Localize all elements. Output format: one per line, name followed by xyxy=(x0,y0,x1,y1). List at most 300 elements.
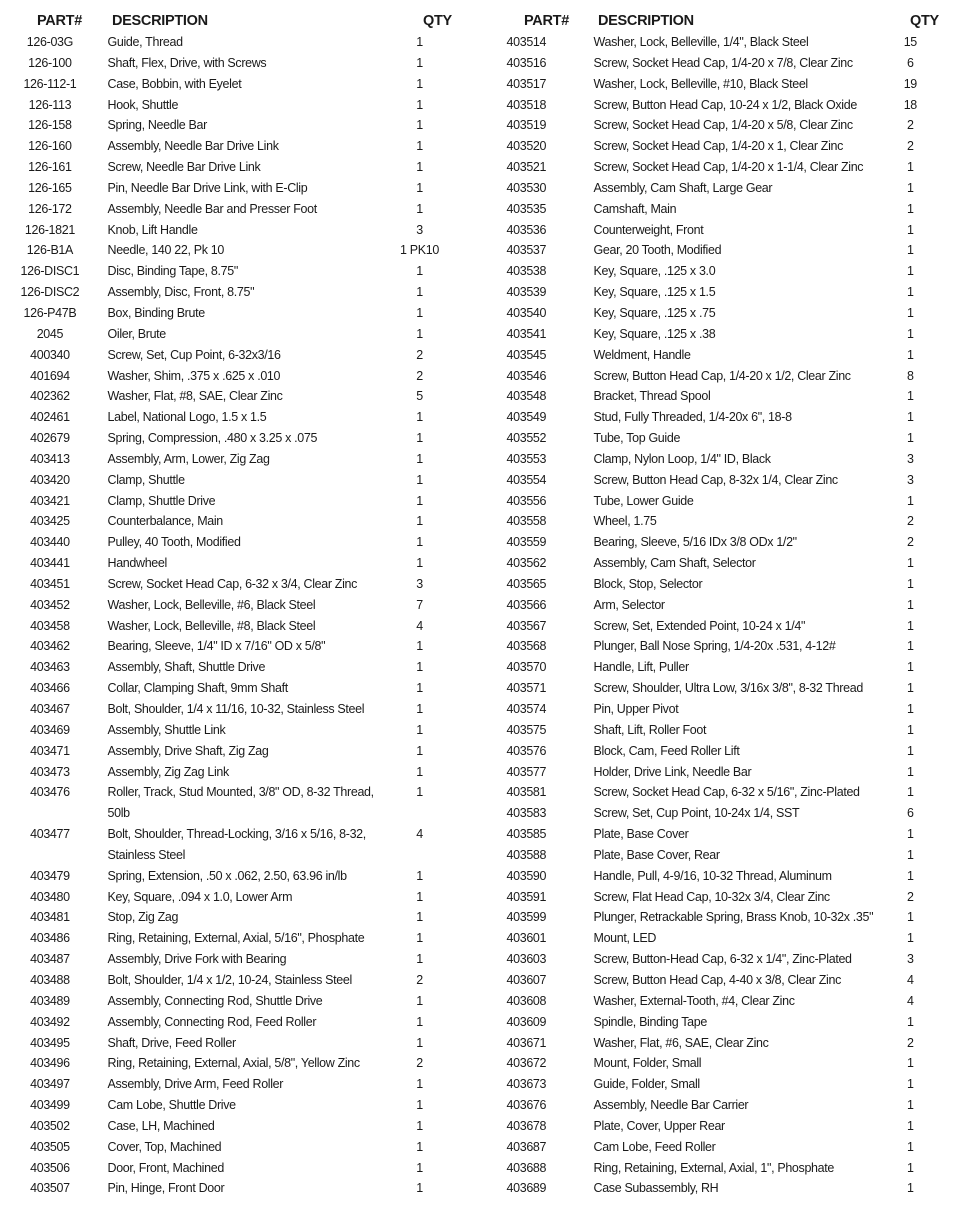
quantity: 1 xyxy=(416,138,423,154)
description-line: Bearing, Sleeve, 1/4" ID x 7/16" OD x 5/8" xyxy=(107,638,326,654)
part-description xyxy=(108,657,386,678)
quantity: 1 xyxy=(907,430,914,446)
table-row xyxy=(0,324,451,345)
description-line: Counterbalance, Main xyxy=(107,513,223,529)
part-description xyxy=(594,428,892,449)
part-description xyxy=(594,199,892,220)
part-description xyxy=(108,1095,386,1116)
parts-table-right xyxy=(486,13,956,1199)
part-description xyxy=(108,824,386,866)
part-description xyxy=(594,386,892,407)
table-row xyxy=(0,428,451,449)
part-number: 403440 xyxy=(30,534,70,550)
description-line: Plate, Base Cover, Rear xyxy=(593,846,720,862)
part-number: 403536 xyxy=(506,221,547,237)
part-number: 126-158 xyxy=(28,117,72,133)
table-row xyxy=(0,532,451,553)
quantity: 1 xyxy=(907,409,914,425)
table-row xyxy=(486,53,937,74)
quantity-header: QTY xyxy=(910,13,939,29)
table-row xyxy=(0,240,451,261)
table-row xyxy=(486,1178,937,1199)
table-row xyxy=(486,616,937,637)
part-description xyxy=(108,511,386,532)
parts-table-left xyxy=(0,13,470,1199)
part-number: 403590 xyxy=(506,867,547,883)
table-row xyxy=(486,824,937,845)
part-number: 403688 xyxy=(506,1159,547,1175)
part-number: 403601 xyxy=(506,930,547,946)
quantity: 1 xyxy=(416,471,423,487)
part-number: 403476 xyxy=(30,784,70,800)
quantity: 1 xyxy=(416,1117,423,1133)
quantity: 1 xyxy=(907,1055,914,1071)
quantity: 1 xyxy=(416,1138,423,1154)
table-row xyxy=(486,282,937,303)
quantity: 1 xyxy=(416,159,423,175)
table-row xyxy=(0,1053,451,1074)
quantity: 1 xyxy=(907,1159,914,1175)
part-description xyxy=(594,470,892,491)
part-number: 403477 xyxy=(30,826,70,842)
table-row xyxy=(486,845,937,866)
table-row xyxy=(486,574,937,595)
quantity: 1 xyxy=(907,721,914,737)
part-number: 403467 xyxy=(30,701,70,716)
part-description xyxy=(108,303,386,324)
table-body xyxy=(0,32,470,1199)
part-number: 403687 xyxy=(506,1138,547,1154)
table-row xyxy=(0,1137,451,1158)
part-description xyxy=(108,157,386,178)
quantity: 1 xyxy=(907,492,914,508)
table-row xyxy=(486,907,937,928)
part-description xyxy=(108,991,386,1012)
description-line: Screw, Button Head Cap, 4-40 x 3/8, Clear Zinc xyxy=(593,971,841,987)
quantity: 1 xyxy=(907,1097,914,1113)
part-number: 400340 xyxy=(30,346,70,362)
quantity: 1 xyxy=(907,867,914,883)
part-description xyxy=(108,949,386,970)
part-number: 403517 xyxy=(506,75,547,91)
quantity: 1 xyxy=(907,555,914,571)
description-line: Mount, Folder, Small xyxy=(593,1055,702,1071)
table-row xyxy=(0,1012,451,1033)
quantity: 4 xyxy=(907,971,914,987)
part-description xyxy=(594,115,892,136)
description-line: Hook, Shuttle xyxy=(107,96,179,112)
part-description xyxy=(594,95,892,116)
quantity: 3 xyxy=(907,471,914,487)
quantity: 4 xyxy=(907,992,914,1008)
part-number-header: PART# xyxy=(524,13,569,29)
table-row xyxy=(486,324,937,345)
description-line: Assembly, Shaft, Shuttle Drive xyxy=(107,659,266,675)
part-description xyxy=(108,720,386,741)
description-line: Stop, Zig Zag xyxy=(107,909,179,925)
part-description xyxy=(594,741,892,762)
table-row xyxy=(486,32,937,53)
table-row xyxy=(0,407,451,428)
description-line: Pulley, 40 Tooth, Modified xyxy=(107,534,241,550)
part-description xyxy=(594,1178,892,1199)
quantity: 1 xyxy=(416,179,423,195)
table-row xyxy=(0,511,451,532)
part-number: 403514 xyxy=(506,34,547,49)
description-line: Bolt, Shoulder, 1/4 x 1/2, 10-24, Stainless Steel xyxy=(107,971,352,987)
part-number: 2045 xyxy=(36,325,64,341)
quantity: 1 xyxy=(416,1013,423,1029)
table-row xyxy=(0,553,451,574)
table-row xyxy=(486,636,937,657)
part-number: 403496 xyxy=(30,1055,70,1071)
description-line: Handle, Lift, Puller xyxy=(593,659,689,675)
table-row xyxy=(486,762,937,783)
description-line: Washer, External-Tooth, #4, Clear Zinc xyxy=(593,992,795,1008)
part-description xyxy=(108,220,386,241)
quantity: 1 xyxy=(907,909,914,925)
description-line: Assembly, Zig Zag Link xyxy=(107,763,229,779)
description-line: Assembly, Connecting Rod, Feed Roller xyxy=(107,1013,317,1029)
table-row xyxy=(486,1116,937,1137)
quantity: 1 xyxy=(416,721,423,737)
part-description xyxy=(108,1074,386,1095)
part-number: 403506 xyxy=(30,1159,70,1175)
part-description xyxy=(108,616,386,637)
part-number: 403520 xyxy=(506,138,547,154)
table-row xyxy=(486,407,937,428)
part-description xyxy=(594,220,892,241)
table-row xyxy=(486,178,937,199)
part-number: 403548 xyxy=(506,388,547,404)
description-line: Screw, Button Head Cap, 8-32x 1/4, Clear Zinc xyxy=(593,471,838,487)
table-row xyxy=(0,887,451,908)
table-row xyxy=(486,1012,937,1033)
quantity: 1 xyxy=(416,680,423,696)
table-row xyxy=(486,657,937,678)
quantity: 1 xyxy=(907,1138,914,1154)
part-description xyxy=(594,32,892,53)
description-line: Mount, LED xyxy=(593,930,657,946)
part-number: 403495 xyxy=(30,1034,70,1050)
table-row xyxy=(0,178,451,199)
description-line: Assembly, Shuttle Link xyxy=(107,721,226,737)
part-number: 403451 xyxy=(30,575,70,591)
part-number: 403541 xyxy=(506,325,547,341)
table-row xyxy=(0,991,451,1012)
part-description xyxy=(594,1012,892,1033)
quantity: 1 xyxy=(416,951,423,967)
part-number: 403507 xyxy=(30,1180,70,1196)
quantity: 1 xyxy=(907,1180,914,1196)
part-description xyxy=(594,699,892,720)
description-line: Shaft, Drive, Feed Roller xyxy=(107,1034,236,1050)
description-line: Assembly, Drive Fork with Bearing xyxy=(107,951,287,967)
part-number: 403463 xyxy=(30,659,70,675)
part-description xyxy=(594,366,892,387)
quantity: 1 xyxy=(416,555,423,571)
quantity: 1 xyxy=(907,1076,914,1092)
description-line: Screw, Socket Head Cap, 1/4-20 x 1, Clear Zinc xyxy=(593,138,844,154)
description-line: Shaft, Lift, Roller Foot xyxy=(593,721,707,737)
description-line: Needle, 140 22, Pk 10 xyxy=(107,242,224,258)
part-description xyxy=(594,74,892,95)
quantity: 1 xyxy=(416,409,423,425)
quantity: 2 xyxy=(416,971,423,987)
quantity: 2 xyxy=(416,346,423,362)
part-description xyxy=(594,511,892,532)
part-number: 403689 xyxy=(506,1180,547,1196)
table-row xyxy=(486,1137,937,1158)
table-row xyxy=(0,782,451,824)
part-description xyxy=(108,928,386,949)
part-description xyxy=(108,32,386,53)
quantity: 1 xyxy=(416,784,423,800)
quantity: 1 xyxy=(907,596,914,612)
part-number: 403420 xyxy=(30,471,70,487)
description-line: Spring, Needle Bar xyxy=(107,117,207,133)
part-number: 403562 xyxy=(506,555,547,571)
part-number: 403588 xyxy=(506,846,547,862)
description-line: Block, Stop, Selector xyxy=(593,575,703,591)
part-number: 403553 xyxy=(506,450,547,466)
description-line: Block, Cam, Feed Roller Lift xyxy=(593,742,740,758)
table-row xyxy=(486,1074,937,1095)
part-number: 403473 xyxy=(30,763,70,779)
quantity: 2 xyxy=(416,1055,423,1071)
quantity: 3 xyxy=(416,221,423,237)
table-row xyxy=(0,1116,451,1137)
part-description xyxy=(594,574,892,595)
part-number: 403576 xyxy=(506,742,547,758)
table-row xyxy=(486,366,937,387)
description-line: Roller, Track, Stud Mounted, 3/8" OD, 8-32 Thread, xyxy=(107,784,374,800)
description-line: Box, Binding Brute xyxy=(107,304,205,320)
description-line: Assembly, Drive Shaft, Zig Zag xyxy=(107,742,269,758)
part-description xyxy=(594,553,892,574)
part-description xyxy=(108,532,386,553)
quantity: 1 xyxy=(907,701,914,716)
quantity: 2 xyxy=(907,138,914,154)
description-line: Washer, Lock, Belleville, #10, Black Steel xyxy=(593,75,808,91)
part-description xyxy=(594,1053,892,1074)
description-line: Screw, Socket Head Cap, 1/4-20 x 5/8, Clear Zinc xyxy=(593,117,853,133)
description-line: Assembly, Needle Bar and Presser Foot xyxy=(107,200,317,216)
quantity: 1 xyxy=(416,742,423,758)
description-line: Label, National Logo, 1.5 x 1.5 xyxy=(107,409,267,425)
description-line: Counterweight, Front xyxy=(593,221,704,237)
part-number: 403441 xyxy=(30,555,70,571)
table-row xyxy=(0,261,451,282)
table-row xyxy=(0,303,451,324)
quantity: 1 xyxy=(416,513,423,529)
table-row xyxy=(0,366,451,387)
part-description xyxy=(108,1012,386,1033)
quantity: 1 xyxy=(416,930,423,946)
quantity: 4 xyxy=(416,617,423,633)
part-number: 402679 xyxy=(30,430,70,446)
quantity: 7 xyxy=(416,596,423,612)
quantity: 1 xyxy=(907,826,914,842)
part-number: 403575 xyxy=(506,721,547,737)
quantity: 1 xyxy=(416,909,423,925)
part-number: 126-161 xyxy=(28,159,72,175)
part-description xyxy=(108,428,386,449)
description-line: Key, Square, .094 x 1.0, Lower Arm xyxy=(107,888,293,904)
part-number: 403481 xyxy=(30,909,70,925)
quantity: 1 xyxy=(416,492,423,508)
table-row xyxy=(0,199,451,220)
part-description xyxy=(594,449,892,470)
part-description xyxy=(594,907,892,928)
quantity: 1 xyxy=(416,1034,423,1050)
part-number: 403488 xyxy=(30,971,70,987)
table-row xyxy=(486,74,937,95)
part-description xyxy=(594,595,892,616)
part-number: 403539 xyxy=(506,284,547,300)
quantity: 3 xyxy=(907,951,914,967)
part-description xyxy=(594,762,892,783)
part-number: 403672 xyxy=(506,1055,547,1071)
description-line: Pin, Needle Bar Drive Link, with E-Clip xyxy=(107,179,308,195)
table-row xyxy=(0,595,451,616)
description-line: Holder, Drive Link, Needle Bar xyxy=(593,763,752,779)
table-row xyxy=(486,115,937,136)
part-description xyxy=(594,345,892,366)
table-row xyxy=(0,53,451,74)
quantity: 18 xyxy=(903,96,917,112)
part-description xyxy=(108,782,386,824)
table-row xyxy=(0,32,451,53)
description-line: Assembly, Cam Shaft, Large Gear xyxy=(593,179,773,195)
table-row xyxy=(486,782,937,803)
part-number: 403413 xyxy=(30,450,70,466)
quantity: 1 xyxy=(416,888,423,904)
part-number: 403530 xyxy=(506,179,547,195)
part-description xyxy=(594,678,892,699)
description-line: Arm, Selector xyxy=(593,596,665,612)
description-line: Weldment, Handle xyxy=(593,346,691,362)
part-number: 403489 xyxy=(30,992,70,1008)
table-row xyxy=(0,824,451,866)
part-number: 403673 xyxy=(506,1076,547,1092)
description-line: Ring, Retaining, External, Axial, 1", Phosphate xyxy=(593,1159,834,1175)
part-description xyxy=(594,657,892,678)
table-row xyxy=(0,636,451,657)
part-description xyxy=(108,282,386,303)
part-number: 403554 xyxy=(506,471,547,487)
quantity: 1 xyxy=(416,75,423,91)
part-description xyxy=(108,366,386,387)
table-row xyxy=(0,115,451,136)
part-number: 403678 xyxy=(506,1117,547,1133)
part-number: 403425 xyxy=(30,513,70,529)
table-row xyxy=(0,1095,451,1116)
quantity: 1 xyxy=(907,680,914,696)
description-line: Assembly, Arm, Lower, Zig Zag xyxy=(107,450,270,466)
part-description xyxy=(108,324,386,345)
quantity: 1 xyxy=(416,1097,423,1113)
quantity: 1 xyxy=(416,430,423,446)
part-number: 126-03G xyxy=(26,34,74,49)
table-row xyxy=(0,282,451,303)
description-line: Washer, Lock, Belleville, 1/4", Black Steel xyxy=(593,34,809,49)
table-row xyxy=(0,1033,451,1054)
table-header xyxy=(486,13,956,32)
part-description xyxy=(594,178,892,199)
description-line: Assembly, Needle Bar Carrier xyxy=(593,1097,749,1113)
description-line: Cover, Top, Machined xyxy=(107,1138,222,1154)
quantity: 1 xyxy=(416,263,423,279)
part-number: 403608 xyxy=(506,992,547,1008)
table-row xyxy=(486,220,937,241)
part-number: 126-DISC2 xyxy=(20,284,80,300)
description-line: Assembly, Connecting Rod, Shuttle Drive xyxy=(107,992,323,1008)
description-line: Washer, Lock, Belleville, #8, Black Steel xyxy=(107,617,316,633)
description-line: Spring, Extension, .50 x .062, 2.50, 63.96 in/lb xyxy=(107,867,347,883)
part-number: 403567 xyxy=(506,617,547,633)
part-description xyxy=(594,1137,892,1158)
quantity: 1 xyxy=(907,284,914,300)
table-row xyxy=(486,866,937,887)
part-number: 403609 xyxy=(506,1013,547,1029)
table-row xyxy=(486,511,937,532)
description-line: Cam Lobe, Feed Roller xyxy=(593,1138,716,1154)
quantity: 2 xyxy=(907,513,914,529)
part-description xyxy=(108,970,386,991)
table-row xyxy=(486,261,937,282)
part-number: 403540 xyxy=(506,304,547,320)
description-line: Clamp, Shuttle Drive xyxy=(107,492,216,508)
description-line: Screw, Socket Head Cap, 6-32 x 5/16", Zinc-Plated xyxy=(593,784,860,800)
part-description xyxy=(594,136,892,157)
description-line: Tube, Lower Guide xyxy=(593,492,694,508)
description-line: Assembly, Needle Bar Drive Link xyxy=(107,138,279,154)
quantity: 1 xyxy=(416,763,423,779)
description-line: Cam Lobe, Shuttle Drive xyxy=(107,1097,236,1113)
part-number: 402461 xyxy=(30,409,70,425)
quantity: 3 xyxy=(907,450,914,466)
part-number: 403603 xyxy=(506,951,547,967)
description-line: Pin, Upper Pivot xyxy=(593,701,679,716)
table-row xyxy=(0,1158,451,1179)
table-row xyxy=(486,741,937,762)
quantity: 1 xyxy=(907,659,914,675)
quantity: 1 xyxy=(416,54,423,70)
quantity: 2 xyxy=(907,888,914,904)
description-header: DESCRIPTION xyxy=(112,13,208,29)
table-row xyxy=(486,720,937,741)
part-description xyxy=(108,491,386,512)
part-number: 403479 xyxy=(30,867,70,883)
part-description xyxy=(108,345,386,366)
part-description xyxy=(108,74,386,95)
description-line: Screw, Button Head Cap, 10-24 x 1/2, Black Oxide xyxy=(593,96,857,112)
description-line: Bearing, Sleeve, 5/16 IDx 3/8 ODx 1/2" xyxy=(593,534,797,550)
part-number: 403559 xyxy=(506,534,547,550)
description-line: Ring, Retaining, External, Axial, 5/16", Phosphate xyxy=(107,930,365,946)
table-row xyxy=(486,991,937,1012)
quantity: 2 xyxy=(416,367,423,383)
description-line: Screw, Needle Bar Drive Link xyxy=(107,159,261,175)
part-description xyxy=(108,407,386,428)
part-number: 126-DISC1 xyxy=(20,263,80,279)
part-number: 403574 xyxy=(506,701,547,716)
part-description xyxy=(594,157,892,178)
part-number: 403462 xyxy=(30,638,70,654)
table-row xyxy=(0,616,451,637)
description-line: Screw, Set, Cup Point, 10-24x 1/4, SST xyxy=(593,805,800,821)
